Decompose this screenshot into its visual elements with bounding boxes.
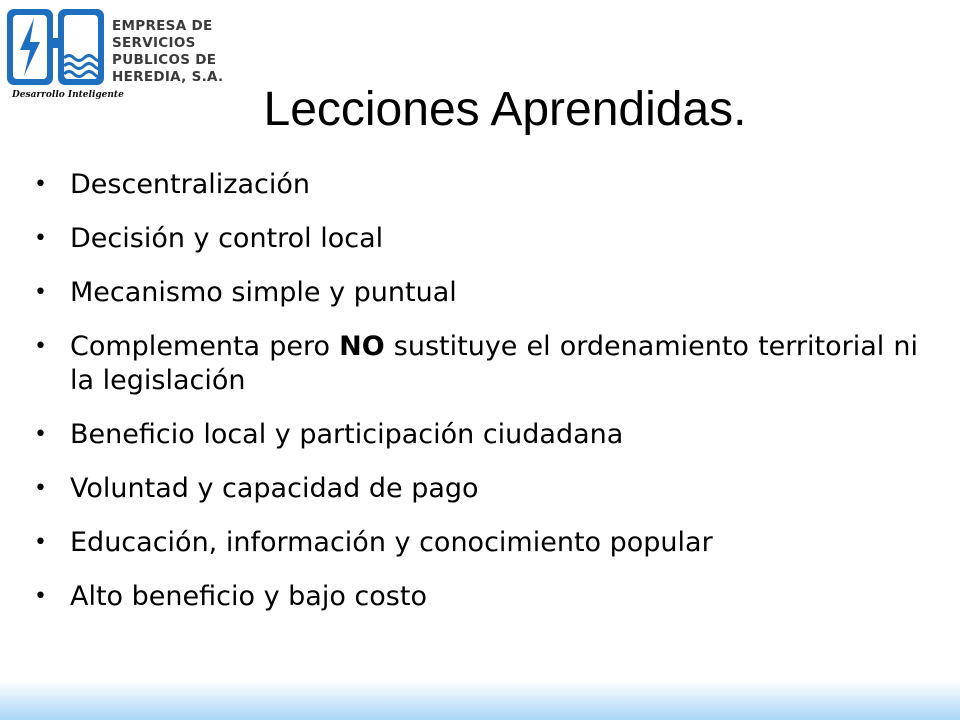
bullet-dot: • — [34, 334, 47, 359]
bullet-text: Educación, información y conocimiento popular — [70, 527, 713, 558]
bullet-dot: • — [34, 584, 47, 609]
bullet-dot: • — [34, 476, 47, 501]
bullet-text — [70, 331, 918, 396]
bullet-dot: • — [34, 530, 47, 555]
bullet-item — [34, 168, 918, 202]
bullet-text-before: Complementa pero — [70, 331, 340, 362]
bullet-dot: • — [34, 280, 47, 305]
bullet-item — [34, 580, 918, 614]
bullet-dot: • — [34, 226, 47, 251]
logo-tagline: Desarrollo Inteligente — [12, 90, 124, 100]
bullet-dot: • — [34, 422, 47, 447]
slide-title: Lecciones Aprendidas. — [263, 83, 747, 136]
bullet-item — [34, 222, 918, 256]
bullet-dot: • — [34, 172, 47, 197]
bullet-text-after: sustituye el ordenamiento territorial ni la legislación — [70, 331, 918, 396]
logo-line-1: EMPRESA DE — [112, 18, 213, 34]
bullet-item — [34, 472, 918, 506]
bullet-list — [34, 168, 918, 634]
logo-line-2: SERVICIOS — [112, 35, 196, 51]
bullet-text: Beneficio local y participación ciudadana — [70, 419, 624, 450]
footer-gradient-bar — [0, 680, 960, 720]
bullet-text: Mecanismo simple y puntual — [70, 277, 457, 308]
bullet-text: Alto beneficio y bajo costo — [70, 581, 427, 612]
bullet-text: Descentralización — [70, 169, 310, 200]
bullet-emphasis: NO — [339, 331, 385, 362]
bullet-item — [34, 526, 918, 560]
bullet-text: Voluntad y capacidad de pago — [70, 473, 479, 504]
logo-line-4: HEREDIA, S.A. — [112, 69, 224, 85]
logo-line-3: PUBLICOS DE — [112, 52, 217, 68]
bullet-text: Decisión y control local — [70, 223, 384, 254]
bullet-item — [34, 330, 918, 398]
logo-company-name — [112, 18, 223, 86]
bullet-item — [34, 418, 918, 452]
bullet-item — [34, 276, 918, 310]
